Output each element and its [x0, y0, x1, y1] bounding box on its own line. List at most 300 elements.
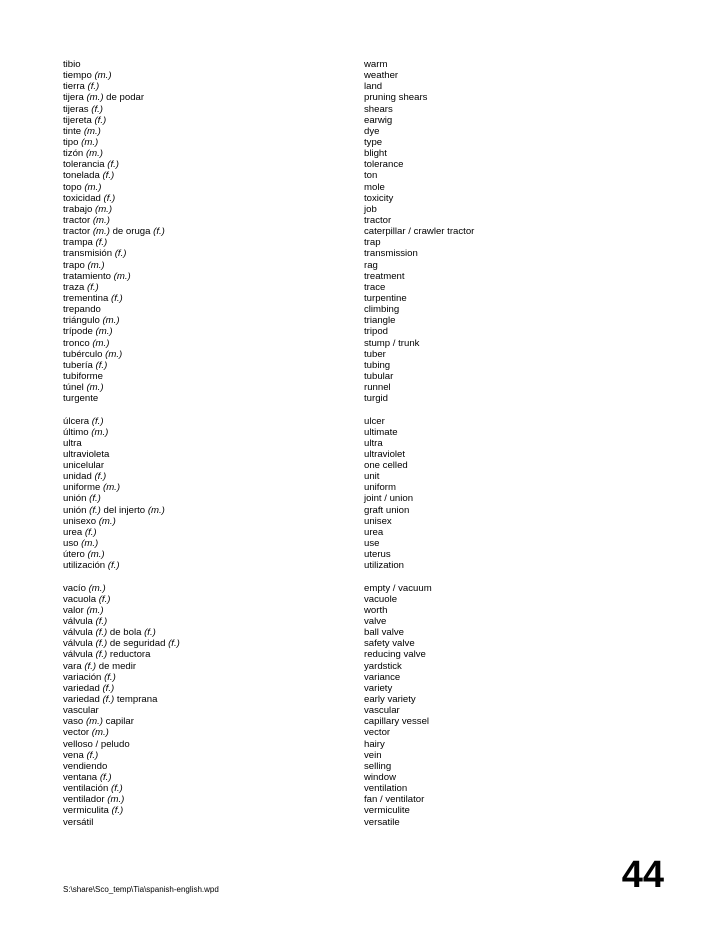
spanish-term — [63, 616, 107, 627]
gender-marker: (f.) — [89, 504, 101, 516]
english-translation: shears — [364, 103, 393, 115]
spanish-term — [63, 772, 112, 783]
gender-marker: (m.) — [83, 125, 101, 137]
spanish-term — [63, 182, 101, 193]
gender-marker: (f.) — [102, 170, 115, 182]
spanish-term — [63, 594, 110, 605]
term-text: variedad — [63, 682, 103, 694]
glossary-row — [63, 416, 663, 427]
term-text: tolerancia — [63, 159, 108, 171]
glossary-row — [63, 482, 663, 493]
page-number: 44 — [621, 854, 664, 896]
term-text: tratamiento — [63, 270, 114, 282]
term-text: tractor — [63, 214, 93, 226]
english-translation: variety — [364, 682, 393, 694]
term-text: traza — [63, 281, 87, 293]
glossary-row — [63, 226, 663, 237]
term-text: unicelular — [63, 460, 105, 472]
spanish-term — [63, 115, 106, 126]
glossary-row — [63, 126, 663, 137]
gender-marker: (m.) — [91, 426, 109, 438]
term-text: de oruga — [109, 226, 154, 238]
term-text: tierra — [63, 81, 88, 93]
gender-marker: (m.) — [113, 270, 131, 282]
gender-marker: (f.) — [84, 526, 97, 538]
english-translation: unit — [364, 471, 380, 483]
english-translation: ultimate — [364, 426, 398, 438]
term-text: tronco — [63, 337, 93, 349]
gender-marker: (f.) — [89, 493, 101, 505]
english-translation: window — [364, 772, 396, 783]
english-translation: reducing valve — [364, 649, 426, 661]
gender-marker: (f.) — [94, 114, 107, 126]
english-translation: vascular — [364, 705, 400, 717]
glossary-row — [63, 694, 663, 705]
english-translation: pruning shears — [364, 92, 428, 104]
term-text: ventana — [63, 772, 100, 783]
spanish-term — [63, 304, 101, 315]
spanish-term — [63, 817, 93, 828]
english-translation: dye — [364, 125, 380, 137]
glossary-row — [63, 460, 663, 471]
gender-marker: (m.) — [84, 181, 102, 193]
glossary-row — [63, 449, 663, 460]
term-text: variación — [63, 671, 105, 683]
spanish-term — [63, 204, 112, 215]
gender-marker: (f.) — [99, 772, 112, 783]
term-text: vaso — [63, 716, 86, 728]
spanish-term — [63, 638, 180, 649]
glossary-row — [63, 638, 663, 649]
gender-marker: (m.) — [92, 337, 110, 349]
glossary-row — [63, 616, 663, 627]
gender-marker: (m.) — [85, 716, 103, 728]
term-text: trampa — [63, 237, 96, 249]
english-translation: urea — [364, 526, 384, 538]
glossary-row — [63, 605, 663, 616]
english-translation: tubular — [364, 370, 394, 382]
glossary-row — [63, 193, 663, 204]
glossary-row — [63, 716, 663, 727]
glossary-row — [63, 560, 663, 571]
glossary-row — [63, 282, 663, 293]
term-text: tubérculo — [63, 348, 106, 360]
spanish-term — [63, 783, 123, 794]
term-text: de bola — [107, 627, 145, 639]
english-translation: tractor — [364, 214, 392, 226]
gender-marker: (f.) — [87, 81, 100, 93]
glossary-row — [63, 649, 663, 660]
gender-marker: (m.) — [87, 549, 105, 561]
term-text: tractor — [63, 226, 93, 238]
term-text: válvula — [63, 627, 96, 639]
glossary-row — [63, 271, 663, 282]
glossary-row — [63, 338, 663, 349]
english-translation: one celled — [364, 460, 408, 472]
term-text: válvula — [63, 649, 96, 661]
term-text: vacuola — [63, 593, 99, 605]
english-translation: yardstick — [364, 660, 402, 672]
term-text: vacío — [63, 582, 89, 594]
english-translation: toxicity — [364, 192, 394, 204]
term-text: trementina — [63, 292, 111, 304]
glossary-row — [63, 505, 663, 516]
term-text: tonelada — [63, 170, 103, 182]
glossary-row — [63, 159, 663, 170]
spanish-term — [63, 248, 126, 259]
glossary-row — [63, 516, 663, 527]
group-spacer — [63, 404, 663, 415]
gender-marker: (f.) — [95, 616, 108, 628]
spanish-term — [63, 471, 106, 482]
gender-marker: (f.) — [98, 593, 111, 605]
english-translation: trace — [364, 281, 386, 293]
spanish-term — [63, 460, 104, 471]
glossary-row — [63, 248, 663, 259]
gender-marker: (f.) — [102, 682, 115, 694]
spanish-term — [63, 170, 114, 181]
spanish-term — [63, 672, 116, 683]
gender-marker: (f.) — [104, 671, 116, 683]
spanish-term — [63, 794, 124, 805]
gender-marker: (f.) — [95, 638, 108, 650]
spanish-term — [63, 326, 113, 337]
glossary-row — [63, 739, 663, 750]
spanish-term — [63, 805, 123, 816]
glossary-row — [63, 293, 663, 304]
gender-marker: (m.) — [107, 794, 125, 806]
glossary-row — [63, 70, 663, 81]
glossary-row — [63, 315, 663, 326]
footer-file-path: S:\share\Sco_temp\Tia\spanish-english.wpd — [63, 885, 219, 894]
gender-marker: (m.) — [95, 203, 113, 215]
term-text: versátil — [63, 816, 94, 828]
spanish-term — [63, 148, 103, 159]
gender-marker: (m.) — [81, 136, 99, 148]
spanish-term — [63, 560, 120, 571]
glossary-row — [63, 115, 663, 126]
english-translation: caterpillar / crawler tractor — [364, 226, 475, 238]
gender-marker: (f.) — [94, 471, 107, 483]
gender-marker: (m.) — [94, 70, 112, 82]
glossary-row — [63, 204, 663, 215]
english-translation: blight — [364, 148, 387, 160]
spanish-term — [63, 70, 112, 81]
gender-marker: (f.) — [95, 627, 108, 639]
term-text: tijereta — [63, 114, 95, 126]
term-text: variedad — [63, 694, 103, 706]
glossary-row — [63, 326, 663, 337]
spanish-term — [63, 538, 98, 549]
glossary-row — [63, 772, 663, 783]
glossary-row — [63, 794, 663, 805]
spanish-term — [63, 360, 107, 371]
term-text: de medir — [96, 660, 137, 672]
glossary-row — [63, 371, 663, 382]
term-text: trabajo — [63, 203, 95, 215]
term-text: vermiculita — [63, 805, 112, 817]
gender-marker: (f.) — [153, 226, 165, 238]
gender-marker: (m.) — [102, 315, 120, 327]
term-text: tijeras — [63, 103, 92, 115]
glossary-row — [63, 215, 663, 226]
glossary-row — [63, 170, 663, 181]
spanish-term — [63, 705, 99, 716]
glossary-row — [63, 661, 663, 672]
english-translation: unisex — [364, 515, 392, 527]
glossary-row — [63, 783, 663, 794]
gender-marker: (f.) — [107, 159, 119, 171]
spanish-term — [63, 159, 119, 170]
term-text: uniforme — [63, 482, 103, 494]
gender-marker: (f.) — [114, 248, 127, 260]
english-translation: job — [364, 203, 377, 215]
spanish-term — [63, 605, 104, 616]
glossary-row — [63, 349, 663, 360]
english-translation: tolerance — [364, 159, 404, 171]
term-text: tubería — [63, 359, 96, 371]
gender-marker: (f.) — [144, 627, 156, 639]
term-text: tubiforme — [63, 370, 103, 382]
term-text: transmisión — [63, 248, 115, 260]
english-translation: weather — [364, 70, 399, 82]
term-text: temprana — [114, 694, 158, 706]
english-translation: tripod — [364, 326, 388, 338]
glossary-row — [63, 471, 663, 482]
english-translation: graft union — [364, 504, 410, 516]
term-text: triángulo — [63, 315, 103, 327]
spanish-term — [63, 661, 136, 672]
term-text: túnel — [63, 382, 87, 394]
glossary-row — [63, 627, 663, 638]
spanish-term — [63, 338, 109, 349]
english-translation: valve — [364, 616, 387, 628]
english-translation: safety valve — [364, 638, 415, 650]
glossary-row — [63, 427, 663, 438]
gender-marker: (f.) — [95, 237, 108, 249]
gender-marker: (m.) — [81, 538, 99, 550]
group-spacer — [63, 571, 663, 582]
english-translation: vector — [364, 727, 391, 739]
spanish-term — [63, 427, 108, 438]
gender-marker: (f.) — [95, 359, 108, 371]
spanish-term — [63, 271, 131, 282]
english-translation: warm — [364, 59, 388, 70]
gender-marker: (f.) — [84, 660, 97, 672]
english-translation: transmission — [364, 248, 418, 260]
spanish-term — [63, 104, 103, 115]
gender-marker: (m.) — [105, 348, 123, 360]
term-text: tijera — [63, 92, 87, 104]
glossary-row — [63, 672, 663, 683]
glossary-row — [63, 761, 663, 772]
gender-marker: (m.) — [92, 214, 110, 226]
english-translation: earwig — [364, 114, 393, 126]
term-text: tipo — [63, 136, 82, 148]
spanish-term — [63, 527, 97, 538]
spanish-term — [63, 761, 107, 772]
gender-marker: (f.) — [86, 749, 99, 761]
term-text: úlcera — [63, 415, 92, 427]
term-text: urea — [63, 526, 85, 538]
term-text: trepando — [63, 304, 101, 316]
term-text: reductora — [107, 649, 151, 661]
english-translation: ball valve — [364, 627, 404, 639]
glossary-row — [63, 750, 663, 761]
english-translation: fan / ventilator — [364, 794, 425, 806]
term-text: vena — [63, 749, 87, 761]
glossary-row — [63, 493, 663, 504]
glossary-row — [63, 705, 663, 716]
english-translation: early variety — [364, 694, 416, 706]
english-translation: capillary vessel — [364, 716, 430, 728]
english-translation: empty / vacuum — [364, 582, 432, 594]
term-text: válvula — [63, 638, 96, 650]
english-translation: turgid — [364, 393, 388, 405]
gender-marker: (m.) — [91, 727, 109, 739]
spanish-term — [63, 81, 99, 92]
term-text: vector — [63, 727, 92, 739]
english-translation: worth — [364, 604, 388, 616]
gender-marker: (f.) — [91, 103, 103, 115]
gender-marker: (f.) — [111, 783, 123, 795]
term-text: vascular — [63, 705, 99, 717]
spanish-term — [63, 694, 157, 705]
spanish-term — [63, 92, 144, 103]
spanish-term — [63, 237, 107, 248]
term-text: capilar — [102, 716, 134, 728]
spanish-term — [63, 493, 101, 504]
english-translation: uterus — [364, 549, 391, 561]
spanish-term — [63, 260, 105, 271]
gender-marker: (f.) — [87, 281, 99, 293]
spanish-term — [63, 126, 101, 137]
term-text: de seguridad — [107, 638, 169, 650]
spanish-term — [63, 716, 134, 727]
spanish-term — [63, 349, 122, 360]
glossary-row — [63, 104, 663, 115]
term-text: trípode — [63, 326, 96, 338]
english-translation: tubing — [364, 359, 391, 371]
term-text: unidad — [63, 471, 95, 483]
english-translation: land — [364, 81, 383, 93]
glossary-row — [63, 360, 663, 371]
english-translation: tuber — [364, 348, 386, 360]
spanish-term — [63, 193, 115, 204]
english-translation: rag — [364, 259, 378, 271]
glossary-row — [63, 538, 663, 549]
term-text: velloso / peludo — [63, 738, 130, 750]
gender-marker: (m.) — [86, 382, 104, 394]
gender-marker: (m.) — [87, 259, 105, 271]
spanish-term — [63, 583, 106, 594]
spanish-term — [63, 727, 109, 738]
term-text: de podar — [103, 92, 145, 104]
gender-marker: (m.) — [103, 482, 121, 494]
spanish-term — [63, 683, 114, 694]
term-text: ventilación — [63, 783, 111, 795]
gender-marker: (m.) — [85, 148, 103, 160]
term-text: ultra — [63, 437, 82, 449]
term-text: toxicidad — [63, 192, 104, 204]
gender-marker: (f.) — [102, 694, 115, 706]
english-translation: ulcer — [364, 415, 385, 427]
gender-marker: (f.) — [91, 415, 104, 427]
english-translation: utilization — [364, 560, 404, 572]
gender-marker: (m.) — [92, 226, 110, 238]
term-text: uso — [63, 538, 82, 550]
english-translation: variance — [364, 671, 401, 683]
spanish-term — [63, 371, 103, 382]
english-translation: mole — [364, 181, 385, 193]
glossary-row — [63, 182, 663, 193]
english-translation: uniform — [364, 482, 396, 494]
term-text: tinte — [63, 125, 84, 137]
glossary-row — [63, 805, 663, 816]
spanish-term — [63, 505, 165, 516]
glossary-row — [63, 260, 663, 271]
spanish-term — [63, 750, 98, 761]
spanish-term — [63, 739, 130, 750]
gender-marker: (f.) — [107, 560, 120, 572]
english-translation: versatile — [364, 816, 400, 828]
term-text: unión — [63, 504, 90, 516]
spanish-term — [63, 226, 165, 237]
gender-marker: (m.) — [86, 92, 104, 104]
glossary-row — [63, 382, 663, 393]
english-translation: vacuole — [364, 593, 398, 605]
glossary-row — [63, 59, 663, 70]
english-translation: ultra — [364, 437, 383, 449]
spanish-term — [63, 59, 81, 70]
glossary-entries — [63, 59, 663, 828]
spanish-term — [63, 549, 105, 560]
english-translation: treatment — [364, 270, 405, 282]
glossary-row — [63, 683, 663, 694]
spanish-term — [63, 516, 116, 527]
term-text: útero — [63, 549, 88, 561]
glossary-row — [63, 81, 663, 92]
term-text: trapo — [63, 259, 88, 271]
term-text: utilización — [63, 560, 108, 572]
spanish-term — [63, 627, 156, 638]
term-text: tiempo — [63, 70, 95, 82]
glossary-row — [63, 237, 663, 248]
spanish-term — [63, 438, 82, 449]
term-text: tizón — [63, 148, 86, 160]
english-translation: turpentine — [364, 292, 407, 304]
term-text: tibio — [63, 59, 81, 70]
gender-marker: (f.) — [111, 805, 124, 817]
spanish-term — [63, 482, 120, 493]
glossary-row — [63, 727, 663, 738]
gender-marker: (f.) — [111, 292, 123, 304]
english-translation: triangle — [364, 315, 396, 327]
spanish-term — [63, 137, 98, 148]
english-translation: type — [364, 136, 383, 148]
spanish-term — [63, 282, 99, 293]
spanish-term — [63, 416, 104, 427]
english-translation: selling — [364, 760, 392, 772]
glossary-row — [63, 92, 663, 103]
english-translation: joint / union — [364, 493, 414, 505]
term-text: del injerto — [100, 504, 148, 516]
gender-marker: (f.) — [103, 192, 116, 204]
term-text: último — [63, 426, 92, 438]
term-text: unión — [63, 493, 90, 505]
gender-marker: (m.) — [147, 504, 165, 516]
english-translation: ton — [364, 170, 378, 182]
